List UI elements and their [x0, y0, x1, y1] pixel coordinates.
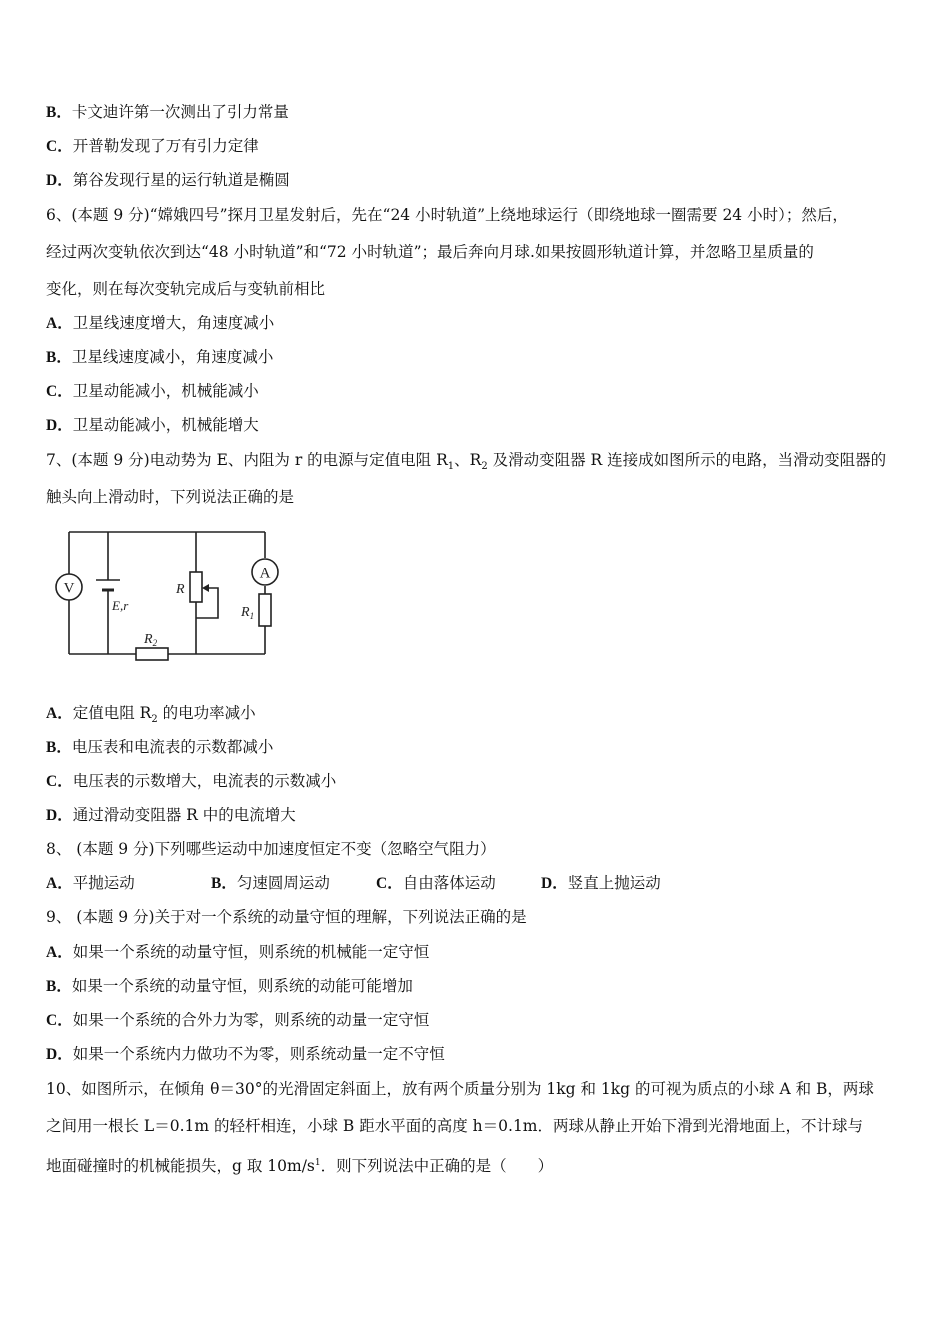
rheostat-label: R [176, 582, 185, 597]
question-6-option-a: A．卫星线速度增大，角速度减小 [46, 314, 275, 332]
question-6-stem-line-2: 经过两次变轨依次到达“48 小时轨道”和“72 小时轨道”；最后奔向月球.如果按圆形轨道计算，并忽略卫星质量的 [46, 243, 814, 261]
battery-source [96, 580, 129, 613]
question-6-option-c: C．卫星动能减小，机械能减小 [46, 382, 259, 400]
resistor-r1 [240, 594, 271, 626]
question-8-option-c: C．自由落体运动 [376, 874, 496, 892]
option-d: D．第谷发现行星的运行轨道是椭圆 [46, 171, 290, 189]
ammeter-label: A [259, 565, 271, 582]
voltmeter [56, 574, 82, 600]
source-label: E,r [112, 598, 129, 613]
svg-text:R2 [143, 632, 158, 648]
resistor-r2 [136, 632, 168, 660]
question-9-option-b: B．如果一个系统的动量守恒，则系统的动能可能增加 [46, 977, 413, 995]
question-7-stem-line-2: 触头向上滑动时，下列说法正确的是 [46, 488, 295, 506]
question-8-option-d: D．竖直上抛运动 [541, 874, 661, 892]
question-7-option-d: D．通过滑动变阻器 R 中的电流增大 [46, 806, 296, 824]
ammeter [252, 559, 278, 585]
question-8-stem: 8、 (本题 9 分)下列哪些运动中加速度恒定不变（忽略空气阻力） [46, 840, 496, 858]
option-b: B．卡文迪许第一次测出了引力常量 [46, 103, 289, 121]
question-6-option-b: B．卫星线速度减小，角速度减小 [46, 348, 274, 366]
r1-subscript: 1 [249, 611, 255, 621]
question-7-option-b: B．电压表和电流表的示数都减小 [46, 738, 274, 756]
question-10-stem-line-3: 地面碰撞时的机械能损失，g 取 $10m/s^1$．则下列说法中正确的是（ ） [46, 1157, 554, 1176]
question-6-stem-line-1: 6、(本题 9 分)“嫦娥四号”探月卫星发射后，先在“24 小时轨道”上绕地球运行（即绕地球一圈需要 24 小时）；然后， [46, 206, 848, 224]
question-6-stem-line-3: 变化，则在每次变轨完成后与变轨前相比 [46, 280, 326, 298]
question-7-stem-line-1: 7、(本题 9 分)电动势为 E、内阻为 r 的电源与定值电阻 $R_1$、$R_2$ 及滑动变阻器 R 连接成如图所示的电路，当滑动变阻器的 [46, 451, 887, 473]
voltmeter-label: V [63, 580, 75, 597]
r2-subscript: 2 [152, 638, 158, 648]
question-10-stem-line-2: 之间用一根长 L＝0.1m 的轻杆相连，小球 B 距水平面的高度 h＝0.1m．两球从静止开始下滑到光滑地面上，不计球与 [46, 1117, 864, 1135]
question-9-option-c: C．如果一个系统的合外力为零，则系统的动量一定守恒 [46, 1011, 430, 1029]
question-9-stem: 9、 (本题 9 分)关于对一个系统的动量守恒的理解，下列说法正确的是 [46, 908, 527, 926]
question-10-stem-line-1: 10、如图所示，在倾角 θ＝30°的光滑固定斜面上，放有两个质量分别为 1kg 和 1kg 的可视为质点的小球 A 和 B，两球 [46, 1080, 874, 1098]
option-c: C．开普勒发现了万有引力定律 [46, 137, 259, 155]
question-8-option-a: A．平抛运动 [46, 874, 135, 892]
question-7-option-a: A．定值电阻 $R_2$ 的电功率减小 [46, 704, 256, 726]
question-6-option-d: D．卫星动能减小，机械能增大 [46, 416, 259, 434]
r1-label: R [241, 605, 250, 620]
circuit-diagram [46, 520, 296, 670]
r2-label: R [144, 632, 153, 647]
question-9-option-d: D．如果一个系统内力做功不为零，则系统动量一定不守恒 [46, 1045, 445, 1063]
circuit-wires [69, 532, 265, 654]
question-7-option-c: C．电压表的示数增大，电流表的示数减小 [46, 772, 337, 790]
rheostat [175, 572, 209, 602]
svg-text:R1 [240, 605, 254, 621]
question-8-option-b: B．匀速圆周运动 [211, 874, 330, 892]
question-8-options [46, 873, 661, 894]
question-9-option-a: A．如果一个系统的动量守恒，则系统的机械能一定守恒 [46, 943, 430, 961]
